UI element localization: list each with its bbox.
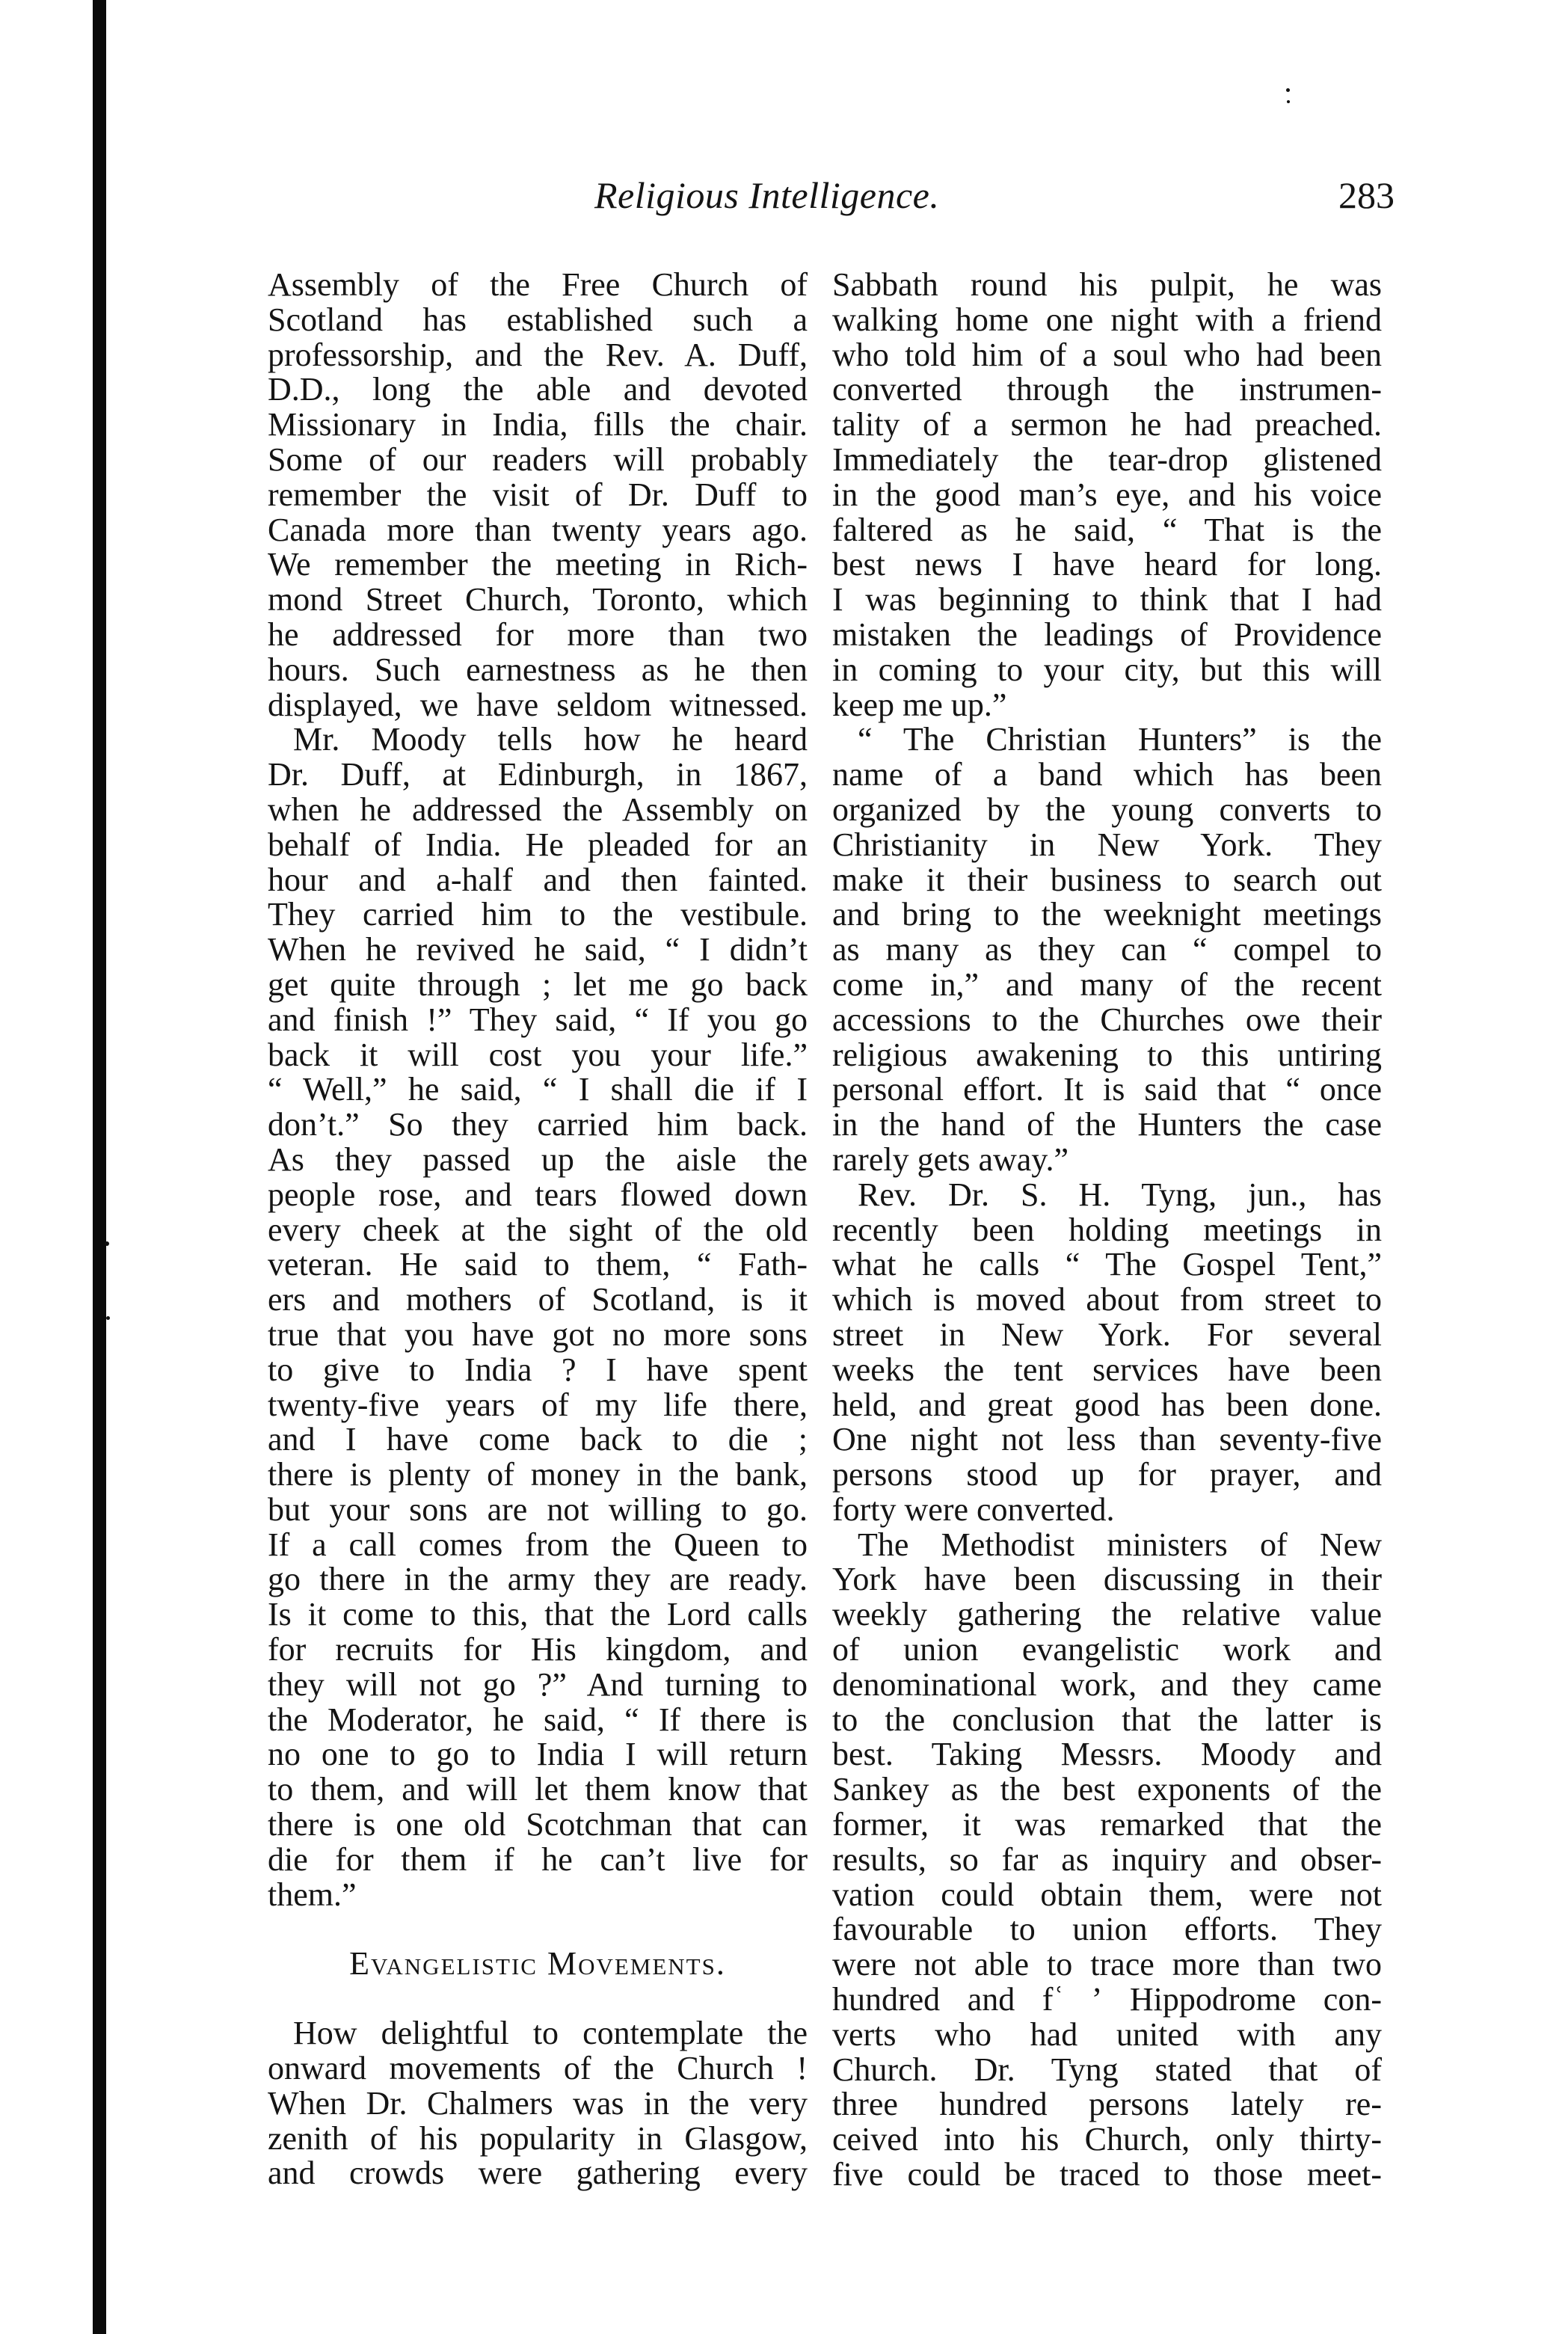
text-line: as many as they can “ compel to — [832, 931, 1382, 968]
text-line: true that you have got no more sons — [268, 1315, 808, 1353]
text-line: tality of a sermon he had preached. — [832, 406, 1382, 443]
text-line: religious awakening to this untiring — [832, 1036, 1382, 1073]
text-line: If a call comes from the Queen to — [268, 1526, 808, 1563]
text-line: behalf of India. He pleaded for an — [268, 826, 808, 863]
paragraph — [268, 722, 808, 1912]
text-line: best news I have heard for long. — [832, 546, 1382, 583]
text-line: name of a band which has been — [832, 756, 1382, 793]
text-line: Church. Dr. Tyng stated that of — [832, 2051, 1382, 2088]
text-line: held, and great good has been done. — [832, 1386, 1382, 1423]
text-line: I was beginning to think that I had — [832, 581, 1382, 618]
text-line: faltered as he said, “ That is the — [832, 511, 1382, 548]
text-line: weeks the tent services have been — [832, 1351, 1382, 1388]
text-line: favourable to union efforts. They — [832, 1911, 1382, 1948]
text-line: Sankey as the best exponents of the — [832, 1771, 1382, 1808]
text-line: and crowds were gathering every — [268, 2155, 808, 2192]
text-line: when he addressed the Assembly on — [268, 790, 808, 828]
text-line: in coming to your city, but this will — [832, 651, 1382, 688]
text-line: Missionary in India, fills the chair. — [268, 406, 808, 443]
text-line: Scotland has established such a — [268, 301, 808, 338]
page-number: 283 — [1338, 174, 1395, 216]
paragraph — [832, 268, 1382, 722]
text-line: They carried him to the vestibule. — [268, 896, 808, 933]
text-line: remember the visit of Dr. Duff to — [268, 476, 808, 513]
text-line: “ The Christian Hunters” is the — [858, 721, 1382, 758]
text-line: Sabbath round his pulpit, he was — [832, 266, 1382, 303]
text-line: were not able to trace more than two — [832, 1946, 1382, 1983]
text-line: displayed, we have seldom witnessed. — [268, 686, 808, 723]
text-line: street in New York. For several — [832, 1315, 1382, 1353]
text-line: make it their business to search out — [832, 861, 1382, 898]
running-title: Religious Intelligence. — [594, 174, 940, 216]
text-line: forty were converted. — [832, 1490, 1115, 1528]
print-speck — [1287, 100, 1290, 103]
text-line: verts who had united with any — [832, 2015, 1382, 2053]
text-line: which is moved about from street to — [832, 1281, 1382, 1318]
text-line: personal effort. It is said that “ once — [832, 1071, 1382, 1108]
text-line: hour and a-half and then fainted. — [268, 861, 808, 898]
text-line: former, it was remarked that the — [832, 1806, 1382, 1843]
text-line: to give to India ? I have spent — [268, 1351, 808, 1388]
text-line: rarely gets away.” — [832, 1140, 1069, 1178]
text-line: there is one old Scotchman that can — [268, 1806, 808, 1843]
text-line: he addressed for more than two — [268, 615, 808, 653]
text-line: Is it come to this, that the Lord calls — [268, 1596, 808, 1633]
text-line: Rev. Dr. S. H. Tyng, jun., has — [858, 1176, 1382, 1213]
text-line: When Dr. Chalmers was in the very — [268, 2084, 808, 2122]
print-speck — [105, 1241, 109, 1246]
text-line: twenty-five years of my life there, — [268, 1386, 808, 1423]
text-line: for recruits for His kingdom, and — [268, 1631, 808, 1668]
text-line: walking home one night with a friend — [832, 301, 1382, 338]
text-line: don’t.” So they carried him back. — [268, 1106, 808, 1143]
text-line: they will not go ?” And turning to — [268, 1665, 808, 1703]
text-line: persons stood up for prayer, and — [832, 1456, 1382, 1493]
section-heading: Evangelistic Movements. — [349, 1945, 726, 1983]
text-line: We remember the meeting in Rich- — [268, 546, 808, 583]
text-line: get quite through ; let me go back — [268, 965, 808, 1003]
text-line: D.D., long the able and devoted — [268, 371, 808, 408]
text-line: mond Street Church, Toronto, which — [268, 581, 808, 618]
text-line: recently been holding meetings in — [832, 1211, 1382, 1248]
paragraph — [832, 1528, 1382, 2193]
text-line: and I have come back to die ; — [268, 1421, 808, 1458]
text-line: hundred and fʿ ʼ Hippodrome con- — [832, 1981, 1382, 2018]
paragraph — [268, 2016, 808, 2191]
text-line: but your sons are not willing to go. — [268, 1490, 808, 1528]
text-line: Mr. Moody tells how he heard — [293, 721, 808, 758]
text-line: go there in the army they are ready. — [268, 1561, 808, 1598]
text-line: every cheek at the sight of the old — [268, 1211, 808, 1248]
text-line: onward movements of the Church ! — [268, 2050, 808, 2087]
text-line: to the conclusion that the latter is — [832, 1701, 1382, 1738]
text-line: what he calls “ The Gospel Tent,” — [832, 1246, 1382, 1283]
text-line: professorship, and the Rev. A. Duff, — [268, 336, 808, 373]
text-line: there is plenty of money in the bank, — [268, 1456, 808, 1493]
text-line: ceived into his Church, only thirty- — [832, 2121, 1382, 2158]
text-line: One night not less than seventy-five — [832, 1421, 1382, 1458]
text-line: five could be traced to those meet- — [832, 2156, 1382, 2193]
text-line: How delightful to contemplate the — [293, 2015, 808, 2052]
text-line: ers and mothers of Scotland, is it — [268, 1281, 808, 1318]
text-line: Assembly of the Free Church of — [268, 266, 808, 303]
text-line: die for them if he can’t live for — [268, 1840, 808, 1878]
text-line: no one to go to India I will return — [268, 1736, 808, 1773]
text-line: organized by the young converts to — [832, 790, 1382, 828]
text-line: Some of our readers will probably — [268, 440, 808, 478]
paragraph — [268, 268, 808, 722]
text-line: Dr. Duff, at Edinburgh, in 1867, — [268, 756, 808, 793]
text-line: come in,” and many of the recent — [832, 965, 1382, 1003]
text-line: in the hand of the Hunters the case — [832, 1106, 1382, 1143]
text-line: veteran. He said to them, “ Fath- — [268, 1246, 808, 1283]
text-line: As they passed up the aisle the — [268, 1140, 808, 1178]
binding-edge — [93, 0, 106, 2334]
text-line: York have been discussing in their — [832, 1561, 1382, 1598]
text-line: denominational work, and they came — [832, 1665, 1382, 1703]
text-line: and bring to the weeknight meetings — [832, 896, 1382, 933]
text-line: keep me up.” — [832, 686, 1007, 723]
paragraph — [832, 1178, 1382, 1528]
print-speck — [106, 1316, 110, 1320]
text-line: zenith of his popularity in Glasgow, — [268, 2119, 808, 2157]
text-line: who told him of a soul who had been — [832, 336, 1382, 373]
text-line: results, so far as inquiry and obser- — [832, 1840, 1382, 1878]
text-line: three hundred persons lately re- — [832, 2086, 1382, 2123]
right-column — [832, 268, 1382, 2193]
paragraph — [832, 722, 1382, 1177]
text-line: people rose, and tears flowed down — [268, 1176, 808, 1213]
text-line: the Moderator, he said, “ If there is — [268, 1701, 808, 1738]
text-line: hours. Such earnestness as he then — [268, 651, 808, 688]
text-line: weekly gathering the relative value — [832, 1596, 1382, 1633]
text-line: in the good man’s eye, and his voice — [832, 476, 1382, 513]
left-column — [268, 268, 808, 2191]
text-line: best. Taking Messrs. Moody and — [832, 1736, 1382, 1773]
text-line: vation could obtain them, were not — [832, 1876, 1382, 1913]
text-line: and finish !” They said, “ If you go — [268, 1001, 808, 1038]
text-line: The Methodist ministers of New — [858, 1526, 1382, 1563]
text-line: back it will cost you your life.” — [268, 1036, 808, 1073]
text-line: them.” — [268, 1876, 357, 1913]
text-line: Canada more than twenty years ago. — [268, 511, 808, 548]
text-line: When he revived he said, “ I didn’t — [268, 931, 808, 968]
text-line: of union evangelistic work and — [832, 1631, 1382, 1668]
text-line: Christianity in New York. They — [832, 826, 1382, 863]
text-line: Immediately the tear-drop glistened — [832, 440, 1382, 478]
text-line: “ Well,” he said, “ I shall die if I — [268, 1071, 808, 1108]
text-line: accessions to the Churches owe their — [832, 1001, 1382, 1038]
text-line: converted through the instrumen- — [832, 371, 1382, 408]
print-speck — [1286, 88, 1290, 92]
text-line: to them, and will let them know that — [268, 1771, 808, 1808]
text-line: mistaken the leadings of Providence — [832, 615, 1382, 653]
